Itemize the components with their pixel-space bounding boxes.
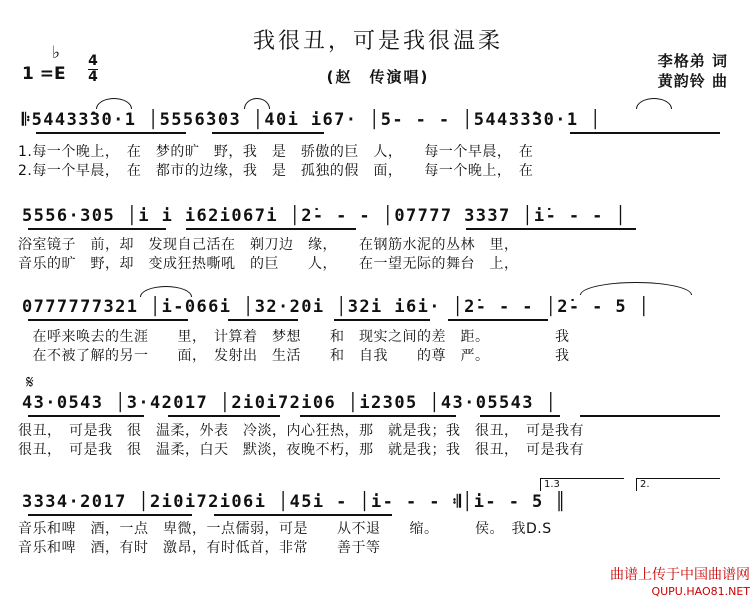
song-title: 我很丑，可是我很温柔 [252, 29, 503, 54]
beam-underline [28, 415, 144, 417]
score-line-2-lyric-2: 音乐的旷 野，却 变成狂热嘶吼 的巨 人， 在一望无际的舞台 上， [18, 256, 519, 272]
beam-underline [212, 132, 324, 134]
score-line-5-lyric-1: 音乐和啤 酒，一点 卑微，一点儒弱，可是 从不退 缩。 侯。 我D.S [18, 521, 552, 537]
beam-underline [28, 319, 188, 321]
flat-symbol: ♭ [52, 43, 61, 63]
tie-mark [96, 98, 132, 109]
beam-underline [334, 319, 430, 321]
tie-mark [636, 98, 672, 109]
score-line-3-lyric-2: 在不被了解的另一 面， 发射出 生活 和 自我 的尊 严。 我 [18, 348, 570, 364]
volta-second-ending: 2. [636, 478, 720, 491]
watermark-footer [610, 564, 750, 598]
score-line-4-notes: 43·0543 │3·42017 │2i0i72i06 │i2305 │43·05543 │ [22, 393, 558, 413]
score-line-4-lyric-2: 很丑， 可是我 很 温柔，白天 默淡，夜晚不朽，那 就是我；我 很丑， 可是我有 [18, 442, 584, 458]
composer-credit: 黄韵铃 曲 [657, 72, 728, 90]
beam-underline [186, 228, 356, 230]
beam-underline [228, 319, 298, 321]
performer-credit: (赵 传演唱) [326, 68, 430, 86]
beam-underline [28, 228, 166, 230]
score-line-5-lyric-2: 音乐和啤 酒，有时 激昂，有时低首，非常 善于等 [18, 540, 381, 556]
score-line-3-notes: 0777777321 │i-066i │32·20i │32i i6i· │2̇- - - │2̇- - 5 │ [22, 297, 651, 317]
meter-bottom: 4 [88, 69, 98, 85]
score-line-1-lyric-1: 1.每一个晚上， 在 梦的旷 野，我 是 骄傲的巨 人， 每一个早晨， 在 [18, 144, 534, 160]
meter-top: 4 [88, 53, 98, 69]
score-line-1-lyric-2: 2.每一个早晨， 在 都市的边缘，我 是 孤独的假 面， 每一个晚上， 在 [18, 163, 534, 179]
score-line-5-notes: 3334·2017 │2i0i72i06i │45i - │i- - - 𝄇│i- - 5 ║ [22, 492, 567, 512]
beam-underline [448, 319, 548, 321]
beam-underline [570, 132, 720, 134]
score-line-3-lyric-1: 在呼来唤去的生涯 里， 计算着 梦想 和 现实之间的差 距。 我 [18, 329, 570, 345]
key-signature: 1 =E [22, 64, 66, 84]
beam-underline [300, 415, 456, 417]
volta-first-ending: 1.3 [540, 478, 624, 491]
watermark-site-text: 曲谱上传于中国曲谱网 [610, 567, 750, 583]
tie-mark [244, 98, 270, 109]
beam-underline [466, 228, 636, 230]
beam-underline [214, 514, 392, 516]
tie-mark [580, 282, 692, 295]
score-line-4-lyric-1: 很丑， 可是我 很 温柔，外表 冷淡，内心狂热，那 就是我；我 很丑， 可是我有 [18, 423, 584, 439]
beam-underline [168, 415, 280, 417]
beam-underline [480, 415, 560, 417]
tie-mark [140, 286, 192, 297]
watermark-site-url: QUPU.HAO81.NET [651, 585, 750, 598]
beam-underline [36, 132, 186, 134]
beam-underline [580, 415, 720, 417]
beam-underline [28, 514, 192, 516]
lyricist-credit: 李格弟 词 [657, 52, 728, 70]
score-line-2-notes: 5556·305 │i i i62i067i │2̇- - - │07777 3337 │i̇- - - │ [22, 206, 628, 226]
time-signature [88, 54, 98, 85]
score-line-1-notes: 𝄆54433̂30·1 │5556̂303 │40i i67· │5- - - │54433̂30·1 │ [22, 110, 602, 130]
score-line-2-lyric-1: 浴室镜子 前，却 发现自己活在 剃刀边 缘， 在钢筋水泥的丛林 里， [18, 237, 519, 253]
segno-sign: 𝄋 [26, 372, 34, 393]
